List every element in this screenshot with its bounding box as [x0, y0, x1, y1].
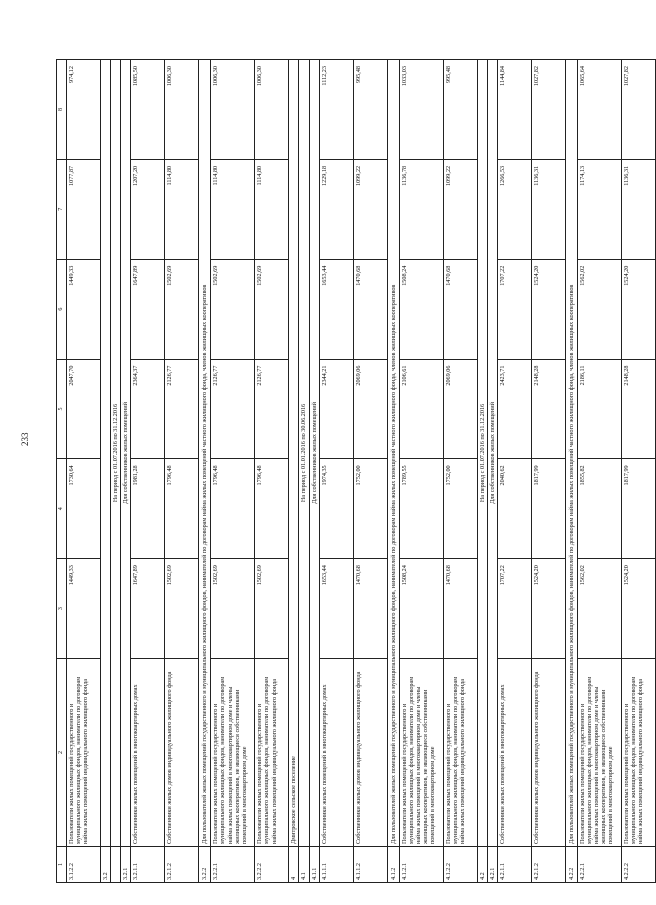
value-cell: 1112,23 — [319, 60, 353, 160]
row-code-cell: 4.1.1.1 — [319, 847, 353, 883]
table-row — [289, 60, 299, 883]
header-cell: 3 — [57, 559, 67, 659]
row-description-cell: Собственники жилых домов индивидуального жилищного фонда — [531, 659, 565, 847]
value-cell: 2186,11 — [577, 359, 621, 459]
value-cell: 1229,18 — [319, 159, 353, 259]
row-description-cell: Собственники жилых помещений в многоквартирных домах — [319, 659, 353, 847]
table-row — [121, 60, 131, 883]
row-description-cell: Пользователи жилых помещений государственного и муниципального жилищных фондов, наниматели по договорам найма жилых помещений индивидуального жилищного фонда — [66, 659, 100, 847]
row-description-cell: Собственники жилых домов индивидуального жилищного фонда — [353, 659, 387, 847]
row-heading-cell: Для пользователей жилых помещений государственного и муниципального жилищного фондов, нанимателей по договорам найма жилых помещений частного жилищного фонда, членов жилищных кооперативов — [199, 60, 211, 847]
row-heading-cell: Для собственников жилых помещений — [309, 60, 319, 847]
header-cell: 8 — [57, 60, 67, 160]
header-cell: 7 — [57, 159, 67, 259]
value-cell: 1006,30 — [165, 60, 199, 160]
table-row — [621, 60, 655, 883]
value-cell: 1114,80 — [255, 159, 289, 259]
row-code-cell: 4.1.2.1 — [399, 847, 443, 883]
row-code-cell: 3.2.1 — [121, 847, 131, 883]
value-cell: 1114,80 — [211, 159, 255, 259]
row-description-cell: Пользователи жилых помещений государственного и муниципального жилищных фондов, наниматели по договорам найма жилых помещений индивидуального жилищного фонда — [443, 659, 477, 847]
value-cell: 974,12 — [66, 60, 100, 160]
value-cell: 1653,44 — [319, 559, 353, 659]
row-description-cell: Собственники жилых помещений в многоквартирных домах — [497, 659, 531, 847]
value-cell: 1647,89 — [131, 559, 165, 659]
value-cell: 1524,20 — [621, 559, 655, 659]
row-heading-cell: На период с 01.07.2016 по 31.12.2016 — [111, 60, 121, 847]
value-cell: 1207,20 — [131, 159, 165, 259]
value-cell: 1752,00 — [353, 459, 387, 559]
value-cell: 1817,99 — [531, 459, 565, 559]
header-cell: 5 — [57, 359, 67, 459]
rotated-table-wrapper — [56, 59, 645, 883]
tariff-table — [56, 59, 656, 883]
row-heading-cell: На период с 01.07.2016 по 31.12.2016 — [477, 60, 487, 847]
row-code-cell: 4.1.1.2 — [353, 847, 387, 883]
value-cell: 1796,48 — [211, 459, 255, 559]
value-cell: 1006,30 — [211, 60, 255, 160]
value-cell: 1502,69 — [255, 559, 289, 659]
table-row — [111, 60, 121, 883]
row-code-cell: 4.2.2 — [565, 847, 577, 883]
row-description-cell: Собственники жилых домов индивидуального жилищного фонда — [165, 659, 199, 847]
table-row — [487, 60, 497, 883]
value-cell: 1730,64 — [66, 459, 100, 559]
value-cell: 1449,33 — [66, 559, 100, 659]
row-code-cell: 3.2.2 — [199, 847, 211, 883]
row-heading-cell: Дмитровское сельское поселение — [289, 60, 299, 847]
row-heading-cell: На период с 01.01.2016 по 30.06.2016 — [299, 60, 309, 847]
value-cell: 1449,33 — [66, 259, 100, 359]
header-cell: 4 — [57, 459, 67, 559]
table-row — [477, 60, 487, 883]
value-cell: 1006,30 — [255, 60, 289, 160]
table-row — [66, 60, 100, 883]
table-row — [211, 60, 255, 883]
row-description-cell: Собственники жилых помещений в многоквартирных домах — [131, 659, 165, 847]
table-row — [165, 60, 199, 883]
value-cell: 1796,48 — [255, 459, 289, 559]
value-cell: 1508,24 — [399, 559, 443, 659]
value-cell: 2047,70 — [66, 359, 100, 459]
value-cell: 1524,20 — [621, 259, 655, 359]
value-cell: 1136,31 — [531, 159, 565, 259]
value-cell: 1470,68 — [353, 559, 387, 659]
value-cell: 1085,50 — [131, 60, 165, 160]
value-cell: 2423,71 — [497, 359, 531, 459]
value-cell: 2126,77 — [165, 359, 199, 459]
value-cell: 2069,06 — [443, 359, 477, 459]
table-row — [299, 60, 309, 883]
row-heading-cell — [100, 60, 110, 847]
value-cell: 995,48 — [353, 60, 387, 160]
value-cell: 1266,53 — [497, 159, 531, 259]
value-cell: 1981,28 — [131, 459, 165, 559]
row-heading-cell: Для собственников жилых помещений — [121, 60, 131, 847]
value-cell: 995,48 — [443, 60, 477, 160]
value-cell: 1114,80 — [165, 159, 199, 259]
value-cell: 1508,24 — [399, 259, 443, 359]
row-code-cell: 4.2.2.2 — [621, 847, 655, 883]
table-row — [531, 60, 565, 883]
value-cell: 1077,87 — [66, 159, 100, 259]
row-code-cell: 3.1.2.2 — [66, 847, 100, 883]
row-code-cell: 4.1.2 — [387, 847, 399, 883]
value-cell: 1789,55 — [399, 459, 443, 559]
value-cell: 1502,69 — [255, 259, 289, 359]
row-code-cell: 4.2.1.1 — [497, 847, 531, 883]
table-row — [577, 60, 621, 883]
row-code-cell: 4.1.1 — [309, 847, 319, 883]
table-row — [399, 60, 443, 883]
table-row — [497, 60, 531, 883]
value-cell: 1027,82 — [621, 60, 655, 160]
header-cell: 6 — [57, 259, 67, 359]
header-cell: 1 — [57, 847, 67, 883]
page-number: 233 — [20, 432, 30, 446]
row-code-cell: 3.2.1.2 — [165, 847, 199, 883]
table-row — [387, 60, 399, 883]
value-cell: 2148,28 — [621, 359, 655, 459]
row-code-cell — [111, 847, 121, 883]
row-description-cell: Пользователи жилых помещений государственного и муниципального жилищных фондов, наниматели по договорам найма жилых помещений индивидуального жилищного фонда — [255, 659, 289, 847]
value-cell: 1562,02 — [577, 259, 621, 359]
row-description-cell: Пользователи жилых помещений государственного и муниципального жилищных фондов, наниматели по договорам найма жилых помещений индивидуального жилищного фонда — [621, 659, 655, 847]
value-cell: 1974,35 — [319, 459, 353, 559]
row-heading-cell: Для собственников жилых помещений — [487, 60, 497, 847]
table-row — [255, 60, 289, 883]
value-cell: 2126,77 — [211, 359, 255, 459]
row-code-cell: 3.2 — [100, 847, 110, 883]
value-cell: 1502,69 — [211, 559, 255, 659]
value-cell: 1707,22 — [497, 259, 531, 359]
table-row — [443, 60, 477, 883]
row-code-cell: 4.1.2.2 — [443, 847, 477, 883]
value-cell: 1855,82 — [577, 459, 621, 559]
value-cell: 1502,69 — [165, 559, 199, 659]
header-cell: 2 — [57, 659, 67, 847]
row-heading-cell: Для пользователей жилых помещений государственного и муниципального жилищного фондов, нанимателей по договорам найма жилых помещений частного жилищного фонда, членов жилищных кооперативов — [565, 60, 577, 847]
value-cell: 1524,20 — [531, 559, 565, 659]
row-code-cell: 3.2.1.1 — [131, 847, 165, 883]
value-cell: 1099,22 — [443, 159, 477, 259]
row-code-cell: 3.2.2.2 — [255, 847, 289, 883]
table-row — [565, 60, 577, 883]
value-cell: 2126,77 — [255, 359, 289, 459]
value-cell: 1524,20 — [531, 259, 565, 359]
value-cell: 1065,64 — [577, 60, 621, 160]
value-cell: 1796,48 — [165, 459, 199, 559]
table-row — [100, 60, 110, 883]
table-row — [199, 60, 211, 883]
row-code-cell: 4.2 — [477, 847, 487, 883]
row-code-cell: 4.1 — [299, 847, 309, 883]
value-cell: 1136,78 — [399, 159, 443, 259]
table-row — [353, 60, 387, 883]
row-code-cell: 4.2.2.1 — [577, 847, 621, 883]
table-row — [309, 60, 319, 883]
value-cell: 1033,03 — [399, 60, 443, 160]
row-code-cell: 4.2.1 — [487, 847, 497, 883]
value-cell: 1144,84 — [497, 60, 531, 160]
value-cell: 1136,31 — [621, 159, 655, 259]
value-cell: 1502,69 — [165, 259, 199, 359]
row-code-cell: 4.2.1.2 — [531, 847, 565, 883]
row-description-cell: Пользователи жилых помещений государственного и муниципального жилищных фондов, наниматели по договорам найма жилых помещений в многоквартирном доме и члены жилищных кооперативов, не являющиеся собственниками помещений в многоквартирном доме — [399, 659, 443, 847]
value-cell: 2344,21 — [319, 359, 353, 459]
value-cell: 2106,61 — [399, 359, 443, 459]
value-cell: 2069,06 — [353, 359, 387, 459]
value-cell: 2040,62 — [497, 459, 531, 559]
table-row — [131, 60, 165, 883]
value-cell: 1174,13 — [577, 159, 621, 259]
row-description-cell: Пользователи жилых помещений государственного и муниципального жилищных фондов, наниматели по договорам найма жилых помещений в многоквартирном доме и члены жилищных кооперативов, не являющиеся собственниками помещений в многоквартирном доме — [211, 659, 255, 847]
row-heading-cell: Для пользователей жилых помещений государственного и муниципального жилищного фондов, нанимателей по договорам найма жилых помещений частного жилищного фонда, членов жилищных кооперативов — [387, 60, 399, 847]
value-cell: 1099,22 — [353, 159, 387, 259]
value-cell: 1470,68 — [443, 259, 477, 359]
value-cell: 1817,99 — [621, 459, 655, 559]
value-cell: 2148,28 — [531, 359, 565, 459]
value-cell: 2364,37 — [131, 359, 165, 459]
value-cell: 1562,02 — [577, 559, 621, 659]
value-cell: 1470,68 — [443, 559, 477, 659]
row-code-cell: 4 — [289, 847, 299, 883]
value-cell: 1653,44 — [319, 259, 353, 359]
value-cell: 1470,68 — [353, 259, 387, 359]
value-cell: 1502,69 — [211, 259, 255, 359]
value-cell: 1027,82 — [531, 60, 565, 160]
value-cell: 1707,22 — [497, 559, 531, 659]
table-header-row — [57, 60, 67, 883]
table-row — [319, 60, 353, 883]
row-description-cell: Пользователи жилых помещений государственного и муниципального жилищных фондов, наниматели по договорам найма жилых помещений в многоквартирном доме и члены жилищных кооперативов, не являющиеся собственниками помещений в многоквартирном доме — [577, 659, 621, 847]
value-cell: 1752,00 — [443, 459, 477, 559]
row-code-cell: 3.2.2.1 — [211, 847, 255, 883]
value-cell: 1647,89 — [131, 259, 165, 359]
